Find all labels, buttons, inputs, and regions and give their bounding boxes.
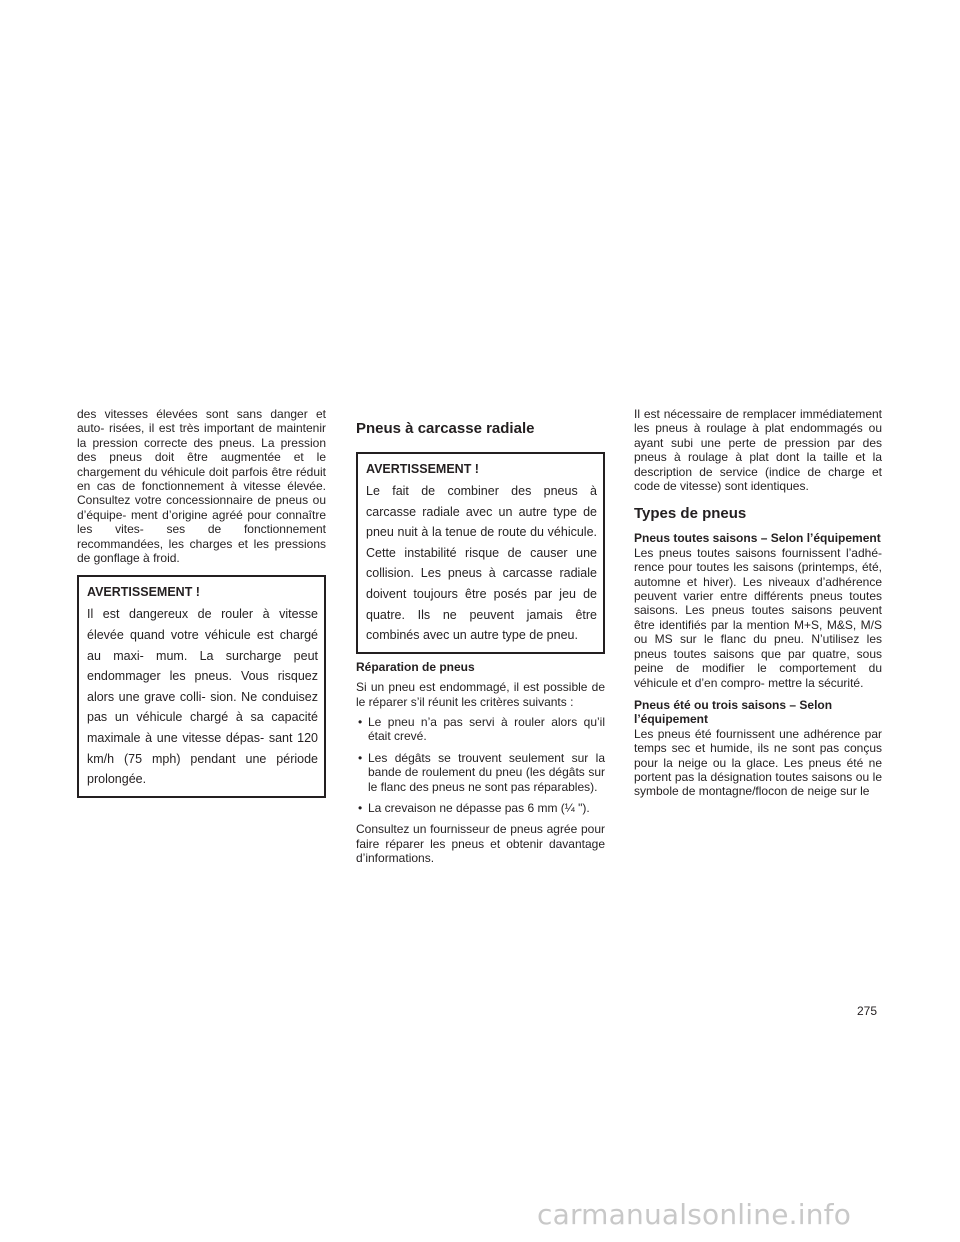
list-item: [356, 751, 605, 794]
section-title-tire-types: Types de pneus: [634, 505, 747, 523]
warning-text: Le fait de combiner des pneus à carcasse radiale avec un autre type de pneu nuit à la tenue de route du véhicule. Cette instabilité risque de causer une collision. Les pneus à carcasse radiale doivent toujours être posés par jeu de quatre. Ils ne peuvent jamais être combinés avec un autre type de pneu.: [366, 484, 597, 643]
intro-paragraph: des vitesses élevées sont sans danger et auto- risées, il est très important de maintenir la pression correcte des pneus. La pression des pneus doit être augmentée et le chargement du véhicule doit parfois être réduit en cas de fonctionnement à vitesse élevée. Consultez votre concessionnaire de pneus ou d’équipe- ment d’origine agréé pour connaître les vites- ses de fonctionnement recommandées, les charges et les pressions de gonflage à froid.: [77, 407, 326, 566]
warning-title: AVERTISSEMENT !: [366, 462, 479, 476]
column-right: [634, 407, 882, 799]
repair-intro: Si un pneu est endommagé, il est possible de le réparer s’il réunit les critères suivants :: [356, 680, 605, 709]
summer-heading: Pneus été ou trois saisons – Selon l’équipement: [634, 697, 833, 727]
watermark: carmanualsonline.info: [537, 1198, 852, 1231]
repair-heading: Réparation de pneus: [356, 659, 475, 674]
list-item-text: Les dégâts se trouvent seulement sur la bande de roulement du pneu (les dégâts sur le flanc des pneus ne sont pas réparables).: [368, 750, 605, 794]
column-middle: [356, 420, 605, 866]
page-number: 275: [857, 1004, 878, 1018]
repair-outro: Consultez un fournisseur de pneus agrée pour faire réparer les pneus et obtenir davantage d’informations.: [356, 822, 605, 866]
warning-box-speed: [77, 575, 326, 797]
summer-text: Les pneus été fournissent une adhérence par temps sec et humide, ils ne sont pas conçus pour la neige ou la glace. Les pneus été ne portent pas la désignation toutes saisons ou le symbole de montagne/flocon de neige sur le: [634, 726, 882, 799]
warning-box-radial: [356, 452, 605, 654]
list-item-text: Le pneu n’a pas servi à rouler alors qu’il était crevé.: [368, 714, 605, 744]
bullet-icon: •: [358, 714, 363, 729]
allseason-heading: Pneus toutes saisons – Selon l’équipement: [634, 531, 881, 546]
runflat-paragraph: Il est nécessaire de remplacer immédiatement les pneus à roulage à plat endommagés ou ayant subi une perte de pression par des pneus à roulage à plat dont la taille et la description de service (indice de charge et code de vitesse) sont identiques.: [634, 407, 882, 494]
section-title-radial: Pneus à carcasse radiale: [356, 420, 535, 437]
repair-criteria-list: [356, 715, 605, 815]
warning-title: AVERTISSEMENT !: [87, 585, 200, 600]
list-item: [356, 715, 605, 744]
bullet-icon: •: [358, 801, 363, 815]
allseason-text: Les pneus toutes saisons fournissent l’adhé- rence pour toutes les saisons (printemps, été, automne et hiver). Les niveaux d’adhérence peuvent varier entre différents pneus toutes saisons. Les pneus toutes saisons peuvent être identifiés par la mention M+S, M&S, M/S ou MS sur le flanc du pneu. N’utilisez les pneus toutes saisons que par quatre, sous peine de modifier le comportement du véhicule et d’en compro- mettre la sécurité.: [634, 545, 882, 690]
column-left: [77, 407, 326, 798]
bullet-icon: •: [358, 750, 363, 765]
warning-text: Il est dangereux de rouler à vitesse élevée quand votre véhicule est chargé au maxi- mum. La surcharge peut endommager les pneus. Vous risquez alors une grave colli- sion. Ne conduisez pas un véhicule chargé à sa capacité maximale à une vitesse dépas- sant 120 km/h (75 mph) pendant une période prolongée.: [87, 607, 318, 787]
list-item: [356, 801, 605, 815]
list-item-text: La crevaison ne dépasse pas 6 mm (¼ ").: [368, 801, 590, 815]
